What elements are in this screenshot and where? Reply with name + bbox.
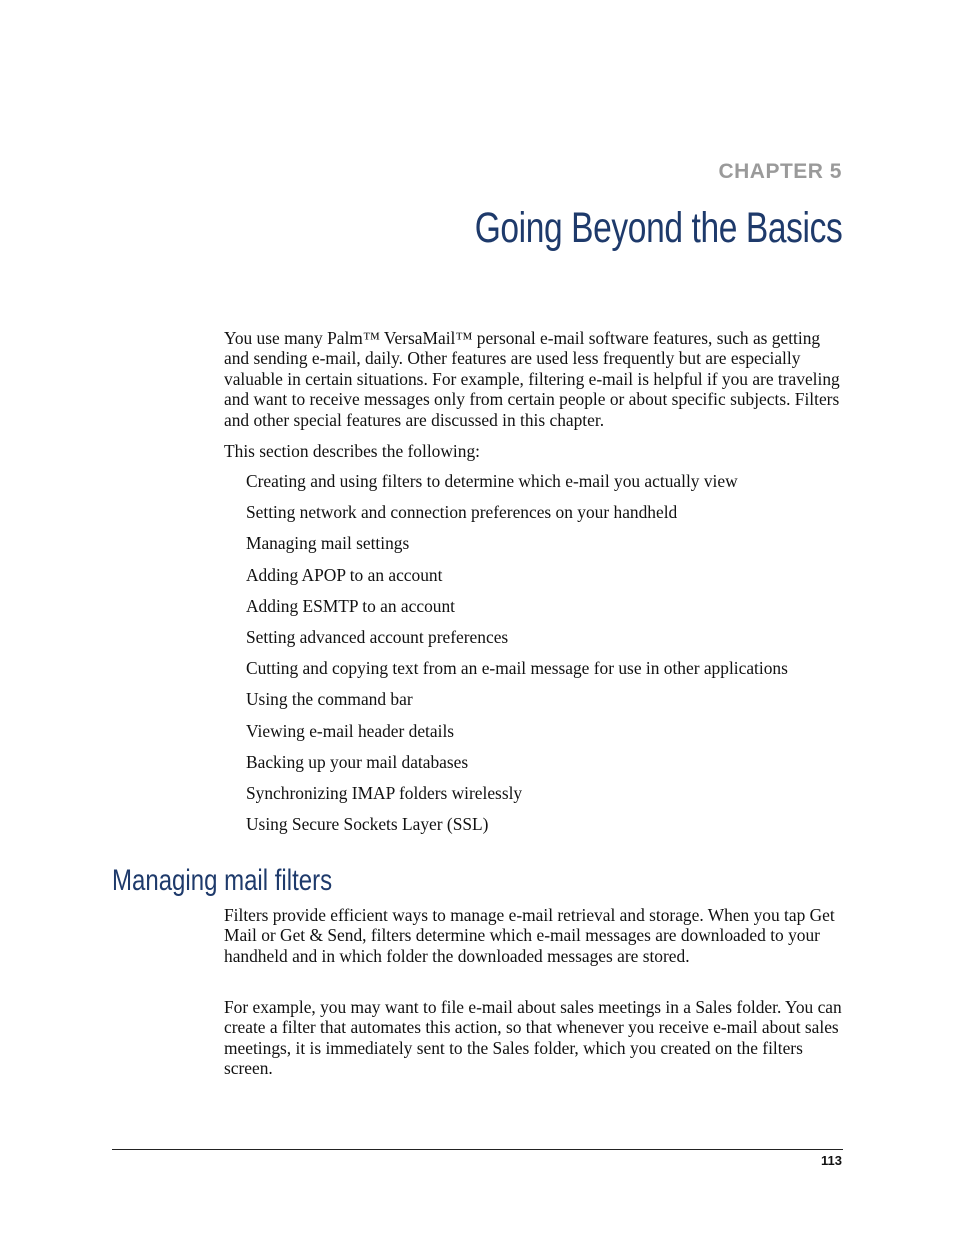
topic-list	[246, 471, 866, 845]
list-item: Synchronizing IMAP folders wirelessly	[246, 782, 523, 803]
page-number: 113	[821, 1153, 842, 1168]
chapter-title: Going Beyond the Basics	[474, 204, 842, 252]
section-paragraph: For example, you may want to file e-mail about sales meetings in a Sales folder. You can create a filter that automates this action, so that whenever you receive e-mail about sales meetings, it is immediately sent to the Sales folder, which you created on the filters screen.	[224, 997, 842, 1079]
footer-divider	[112, 1149, 843, 1150]
list-item: Viewing e-mail header details	[246, 720, 455, 741]
list-lead-text: This section describes the following:	[224, 441, 480, 461]
list-item: Creating and using filters to determine which e-mail you actually view	[246, 471, 738, 491]
list-item: Cutting and copying text from an e-mail message for use in other applications	[246, 658, 788, 679]
section-paragraph: Filters provide efficient ways to manage e-mail retrieval and storage. When you tap Get Mail or Get & Send, filters determine which e-mail messages are downloaded to your handheld and in which folder the downloaded messages are stored.	[224, 905, 835, 966]
list-item: Adding ESMTP to an account	[246, 595, 455, 616]
list-item: Using Secure Sockets Layer (SSL)	[246, 814, 489, 835]
list-lead-block	[224, 441, 844, 461]
list-item: Managing mail settings	[246, 533, 410, 554]
list-item: Using the command bar	[246, 689, 413, 710]
section-paragraph-1-block	[224, 905, 844, 966]
list-item: Adding APOP to an account	[246, 564, 443, 585]
intro-paragraph: You use many Palm™ VersaMail™ personal e-mail software features, such as getting and sending e-mail, daily. Other features are used less frequently but are especially valuable in certain situations. For example, filtering e-mail is helpful if you are traveling and want to receive messages only from certain people or about specific subjects. Filters and other special features are discussed in this chapter.	[224, 328, 840, 430]
intro-block	[224, 328, 844, 430]
list-item: Setting network and connection preferences on your handheld	[246, 502, 678, 523]
section-paragraph-2-block	[224, 997, 844, 1079]
section-heading: Managing mail filters	[112, 864, 333, 897]
list-item: Backing up your mail databases	[246, 751, 469, 772]
chapter-label: CHAPTER 5	[718, 160, 842, 183]
list-item: Setting advanced account preferences	[246, 626, 509, 647]
